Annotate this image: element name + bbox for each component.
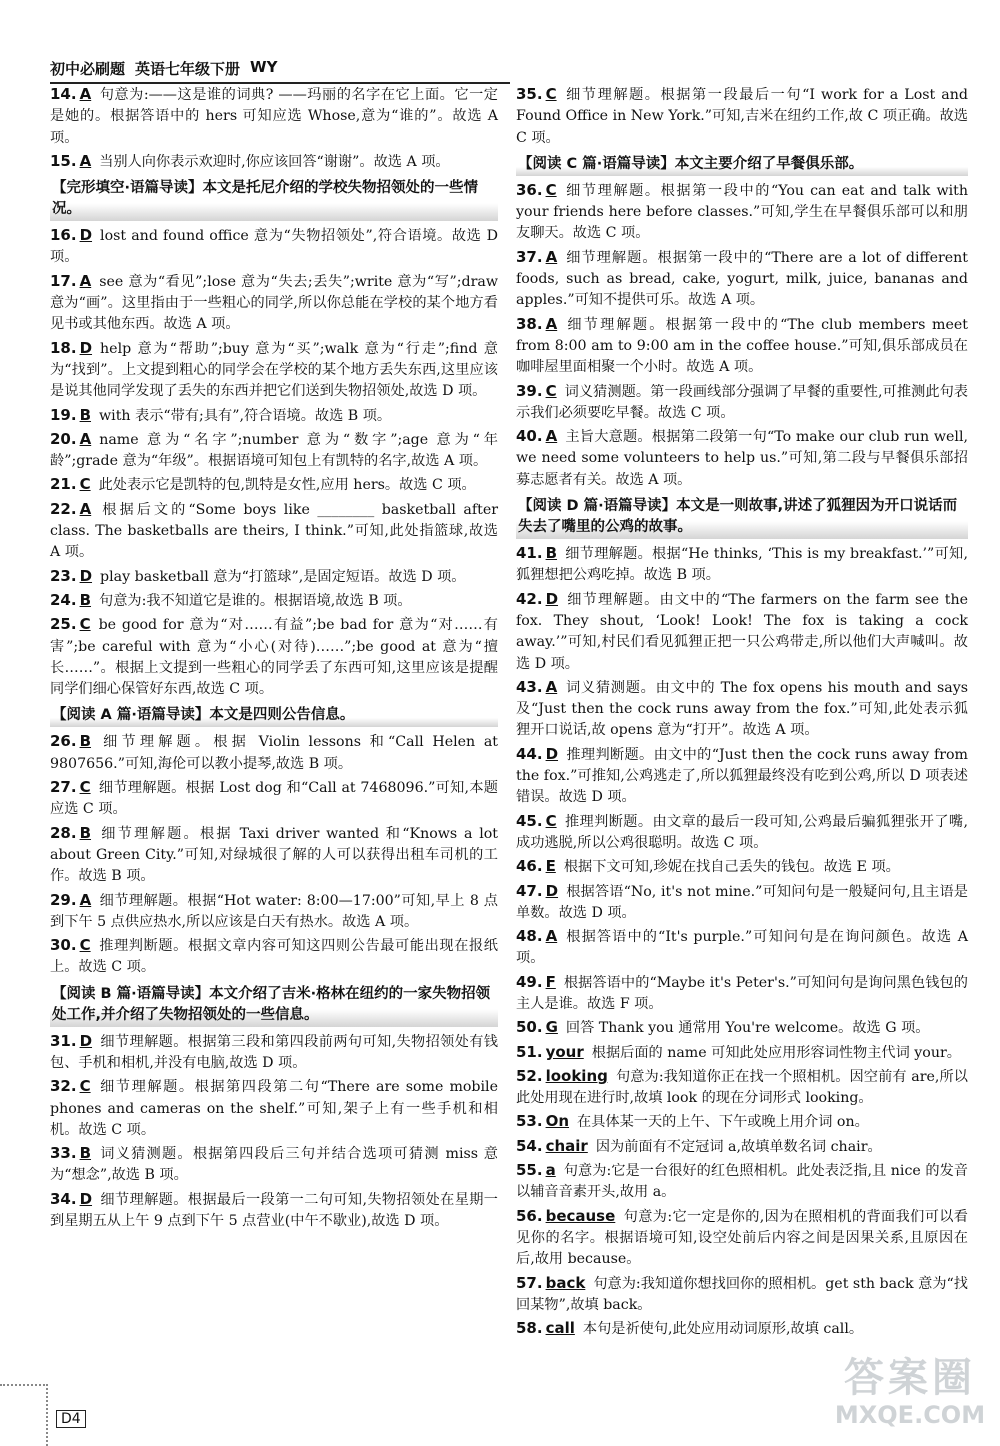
answer-item (50, 84, 498, 149)
explanation-text: 细节理解题。根据 Lost dog 和“Call at 7468096.”可知,本题应选 C 项。 (50, 780, 498, 818)
question-number: 45. (516, 811, 543, 830)
answer-key: a (545, 1161, 556, 1180)
answer-key: A (545, 314, 558, 333)
question-number: 35. (516, 85, 543, 103)
page-number: D4 (56, 1410, 86, 1428)
explanation-text: 主旨大意题。根据第二段第一句“To make our club run well, we need some volunteers to help us.”可知,第二段与早餐俱乐部招募志愿者有关。故选 A 项。 (516, 429, 968, 488)
question-number: 56. (516, 1206, 543, 1225)
answer-item (50, 731, 498, 775)
section-heading: 【阅读 B 篇·语篇导读】本文介绍了吉米·格林在纽约的一家失物招领处工作,并介绍了失物招领处的一些信息。 (50, 983, 498, 1027)
answer-key: C (79, 778, 91, 797)
answer-key: E (545, 857, 556, 876)
explanation-text: 当别人向你表示欢迎时,你应该回答“谢谢”。故选 A 项。 (99, 153, 450, 170)
watermark-logo (830, 1355, 990, 1435)
answer-item (516, 1318, 968, 1340)
answer-item (50, 614, 498, 700)
answer-key: B (79, 590, 92, 609)
answer-item (516, 180, 968, 245)
answer-item (50, 151, 498, 173)
answer-key: A (79, 271, 92, 290)
answer-item (50, 1076, 498, 1141)
answer-item (516, 1206, 968, 1271)
answer-key: B (545, 544, 558, 563)
question-number: 22. (50, 499, 77, 518)
answer-key: A (79, 429, 92, 448)
question-number: 47. (516, 881, 543, 900)
section-heading: 【阅读 C 篇·语篇导读】本文主要介绍了早餐俱乐部。 (516, 153, 968, 176)
answer-key: F (545, 972, 556, 991)
explanation-text: 句意为:——这是谁的词典? ——玛丽的名字在它上面。它一定是她的。根据答语中的 hers 可知应选 Whose,意为“谁的”。故选 A 项。 (50, 87, 498, 146)
explanation-text: 根据答语中的“It's purple.”可知问句是在询问颜色。故选 A 项。 (516, 929, 968, 967)
watermark-url: MXQE.COM (834, 1401, 986, 1429)
question-number: 31. (50, 1031, 77, 1050)
answer-key: C (79, 936, 91, 955)
explanation-text: 细节理解题。根据第四段第二句“There are some mobile phones and cameras on the shelf.”可知,架子上有一些手机和相机。故选 C 项。 (50, 1079, 498, 1138)
answer-key: B (79, 732, 92, 751)
answer-item (50, 566, 498, 588)
question-number: 40. (516, 427, 543, 446)
answer-key: looking (545, 1066, 608, 1085)
answer-key: G (545, 1018, 558, 1037)
answer-item (516, 247, 968, 312)
explanation-text: 细节理解题。根据“He thinks, ‘This is my breakfast.’”可知,狐狸想把公鸡吃掉。故选 B 项。 (516, 546, 968, 584)
answer-key: C (79, 1077, 91, 1096)
answer-item (50, 474, 498, 496)
explanation-text: name 意为“名字”;number 意为“数字”;age 意为“年龄”;grade 意为“年级”。根据语境可知包上有凯特的名字,故选 A 项。 (50, 431, 498, 470)
answer-key: D (79, 338, 93, 357)
question-number: 24. (50, 590, 77, 609)
answer-key: A (545, 677, 558, 696)
explanation-text: help 意为“帮助”;buy 意为“买”;walk 意为“行走”;find 意为“找到”。上文提到粗心的同学会在学校的某个地方丢失东西,这里应该是说其他同学发现了丢失的东西并把它们送到失物招领处,故选 D 项。 (50, 340, 498, 400)
explanation-text: 根据下文可知,珍妮在找自己丢失的钱包。故选 E 项。 (563, 859, 900, 876)
answer-key: your (545, 1042, 584, 1061)
answer-item (516, 1160, 968, 1204)
watermark-text: 答案圈 (844, 1355, 976, 1401)
answer-item (516, 1042, 968, 1064)
explanation-text: 词义猜测题。由文中的 The fox opens his mouth and says 及“Just then the cock runs away from the fox.”可知,此处表示狐狸开口说话,故 opens 意为“打开”。故选 A 项。 (516, 679, 968, 739)
answer-item (516, 1017, 968, 1039)
question-number: 26. (50, 732, 77, 751)
answer-key: B (79, 405, 92, 424)
explanation-text: see 意为“看见”;lose 意为“失去;丢失”;write 意为“写”;draw 意为“画”。这里指由于一些粗心的同学,所以你总能在学校的某个地方看见书或其他东西。故选 A 项。 (50, 273, 498, 333)
explanation-text: 句意为:它一定是你的,因为在照相机的背面我们可以看见你的名字。根据语境可知,设空处前后内容之间是因果关系,且原因在后,故用 because。 (516, 1208, 968, 1268)
answer-key: C (79, 615, 91, 634)
answer-item (50, 271, 498, 336)
corner-dotted-line (0, 1384, 48, 1386)
question-number: 17. (50, 271, 77, 290)
question-number: 23. (50, 566, 77, 585)
answer-key: C (545, 180, 557, 199)
answer-key: C (79, 475, 91, 494)
question-number: 14. (50, 85, 77, 103)
question-number: 51. (516, 1042, 543, 1061)
explanation-text: 根据后面的 name 可知此处应用形容词性物主代词 your。 (591, 1044, 961, 1061)
answer-key: C (545, 811, 557, 830)
question-number: 50. (516, 1018, 543, 1037)
question-number: 46. (516, 857, 543, 876)
answer-item (50, 1189, 498, 1233)
answer-key: B (79, 1144, 92, 1163)
answer-key: back (545, 1273, 586, 1292)
answer-item (516, 381, 968, 425)
question-number: 41. (516, 544, 543, 563)
question-number: 39. (516, 381, 543, 400)
explanation-text: 细节理解题。根据 Taxi driver wanted 和“Knows a lot about Green City.”可知,对绿城很了解的人可以获得出租车司机的工作。故选 B 项。 (50, 825, 498, 885)
answer-item (50, 225, 498, 269)
explanation-text: 词义猜测题。第一段画线部分强调了早餐的重要性,可推测此句表示我们必须要吃早餐。故选 C 项。 (516, 383, 968, 421)
explanation-text: 细节理解题。根据第一段最后一句“I work for a Lost and Found Office in New York.”可知,吉米在纽约工作,故 C 项正确。故选 C 项。 (516, 87, 968, 146)
question-number: 32. (50, 1077, 77, 1096)
answer-key: A (79, 85, 92, 103)
explanation-text: 推理判断题。由文中的“Just then the cock runs away from the fox.”可推知,公鸡逃走了,所以狐狸最终没有吃到公鸡,所以 D 项表述错误。故选 D 项。 (516, 746, 968, 806)
answer-item (516, 543, 968, 587)
answer-item (516, 84, 968, 149)
explanation-text: 推理判断题。由文章的最后一段可知,公鸡最后骗狐狸张开了嘴,成功逃脱,所以公鸡很聪明。故选 C 项。 (516, 813, 968, 851)
explanation-text: 细节理解题。根据第一段中的“There are a lot of different foods, such as bread, cake, yogurt, milk, juice, bananas and apples.”可知不提供可乐。故选 A 项。 (516, 249, 968, 309)
answer-item (50, 338, 498, 403)
book-edition: WY (250, 58, 278, 76)
explanation-text: with 表示“带有;具有”,符合语境。故选 B 项。 (99, 407, 392, 424)
answer-key: because (545, 1206, 616, 1225)
right-column (516, 84, 968, 1342)
answer-key: D (79, 566, 93, 585)
question-number: 43. (516, 677, 543, 696)
answer-key: chair (545, 1136, 588, 1155)
question-number: 53. (516, 1112, 543, 1131)
answer-key: D (545, 744, 559, 763)
question-number: 55. (516, 1161, 543, 1180)
answer-item (516, 426, 968, 491)
question-number: 36. (516, 180, 543, 199)
explanation-text: 细节理解题。根据第一段中的“You can eat and talk with your friends here before classes.”可知,学生在早餐俱乐部可以和朋友聊天。故选 C 项。 (516, 182, 968, 242)
answer-item (516, 677, 968, 742)
answer-key: B (79, 823, 92, 842)
explanation-text: 根据后文的“Some boys like ________ basketball after class. The basketballs are theirs, I think.”可知,此处指篮球,故选 A 项。 (50, 501, 498, 561)
explanation-text: 在具体某一天的上午、下午或晚上用介词 on。 (577, 1114, 869, 1131)
question-number: 37. (516, 247, 543, 266)
answer-key: C (545, 381, 557, 400)
book-subject: 英语七年级下册 (135, 60, 241, 78)
question-number: 20. (50, 429, 77, 448)
explanation-text: 细节理解题。根据第三段和第四段前两句可知,失物招领处有钱包、手机和相机,并没有电脑,故选 D 项。 (50, 1033, 498, 1071)
question-number: 18. (50, 338, 77, 357)
answer-item (516, 972, 968, 1016)
question-number: 49. (516, 972, 543, 991)
question-number: 42. (516, 589, 543, 608)
answer-item (50, 1031, 498, 1075)
answer-item (516, 1273, 968, 1317)
answer-item (516, 881, 968, 925)
answer-item (516, 589, 968, 675)
answer-item (50, 1143, 498, 1187)
answer-item (50, 935, 498, 979)
explanation-text: 根据答语中的“Maybe it's Peter's.”可知问句是询问黑色钱包的主人是谁。故选 F 项。 (516, 974, 968, 1012)
explanation-text: 细节理解题。由文中的“The farmers on the farm see the fox. They shout, ‘Look! Look! The fox is taking a cock away.’”可知,村民们看见狐狸正把一只公鸡带走,所以他们大声喊叫。故选 D 项。 (516, 591, 968, 672)
answer-key: D (79, 1189, 93, 1208)
answer-key: A (545, 427, 558, 446)
question-number: 44. (516, 744, 543, 763)
explanation-text: 句意为:它是一台很好的红色照相机。此处表泛指,且 nice 的发音以辅音音素开头,故用 a。 (516, 1163, 968, 1201)
answer-key: A (545, 247, 558, 266)
explanation-text: 细节理解题。根据“Hot water: 8:00—17:00”可知,早上 8 点到下午 5 点供应热水,所以应该是白天有热水。故选 A 项。 (50, 892, 498, 930)
explanation-text: 此处表示它是凯特的包,凯特是女性,应用 hers。故选 C 项。 (98, 477, 476, 494)
explanation-text: 句意为:我知道你正在找一个照相机。因空前有 are,所以此处用现在进行时,故填 look 的现在分词形式 looking。 (516, 1068, 968, 1107)
page-header (50, 58, 510, 84)
answer-key: call (545, 1319, 575, 1338)
answer-item (516, 744, 968, 809)
left-column (50, 84, 498, 1234)
explanation-text: 根据答语“No, it's not mine.”可知问句是一般疑问句,且主语是单数。故选 D 项。 (516, 883, 968, 921)
question-number: 15. (50, 151, 77, 170)
explanation-text: 细节理解题。根据第一段中的“The club members meet from 8:00 am to 9:00 am in the coffee house.”可知,俱乐部成员在咖啡屋里面相聚一个小时。故选 A 项。 (516, 316, 968, 376)
question-number: 48. (516, 927, 543, 946)
question-number: 25. (50, 615, 77, 634)
section-heading: 【完形填空·语篇导读】本文是托尼介绍的学校失物招领处的一些情况。 (50, 177, 498, 221)
question-number: 21. (50, 475, 77, 494)
explanation-text: 回答 Thank you 通常用 You're welcome。故选 G 项。 (565, 1020, 930, 1037)
answer-item (516, 1111, 968, 1133)
answer-key: D (545, 881, 559, 900)
question-number: 27. (50, 778, 77, 797)
answer-item (516, 314, 968, 379)
explanation-text: be good for 意为“对……有益”;be bad for 意为“对……有害”;be careful with 意为“小心(对待)……”;be good at 意为“擅长……”。根据上文提到一些粗心的同学丢了东西可知,这里应该是提醒同学们细心保管好东西,故选 C 项。 (50, 617, 498, 698)
explanation-text: 推理判断题。根据文章内容可知这四则公告最可能出现在报纸上。故选 C 项。 (50, 938, 498, 976)
question-number: 29. (50, 890, 77, 909)
answer-key: A (79, 151, 92, 170)
question-number: 19. (50, 405, 77, 424)
explanation-text: 细节理解题。根据 Violin lessons 和“Call Helen at 9807656.”可知,海伦可以教小提琴,故选 B 项。 (50, 734, 498, 772)
answer-item (50, 405, 498, 427)
question-number: 38. (516, 314, 543, 333)
question-number: 52. (516, 1066, 543, 1085)
question-number: 28. (50, 823, 77, 842)
answer-item (516, 856, 968, 878)
answer-item (516, 926, 968, 970)
explanation-text: 细节理解题。根据最后一段第一二句可知,失物招领处在星期一到星期五从上午 9 点到下午 5 点营业(中午不歇业),故选 D 项。 (50, 1191, 498, 1230)
answer-item (50, 777, 498, 821)
answer-key: A (545, 927, 558, 946)
corner-dotted-line-vertical (46, 1384, 48, 1446)
answer-key: D (79, 1031, 93, 1050)
answer-key: A (79, 890, 92, 909)
question-number: 54. (516, 1136, 543, 1155)
question-number: 33. (50, 1144, 77, 1163)
explanation-text: 句意为:我不知道它是谁的。根据语境,故选 B 项。 (99, 592, 412, 609)
answer-item (516, 1136, 968, 1158)
explanation-text: 本句是祈使句,此处应用动词原形,故填 call。 (582, 1321, 864, 1338)
explanation-text: 句意为:我知道你想找回你的照相机。get sth back 意为“找回某物”,故填 back。 (516, 1275, 968, 1313)
answer-item (50, 823, 498, 888)
answer-key: On (545, 1112, 570, 1131)
question-number: 57. (516, 1273, 543, 1292)
book-series: 初中必刷题 (50, 60, 126, 78)
answer-key: C (545, 85, 557, 103)
answer-key: A (79, 499, 92, 518)
explanation-text: play basketball 意为“打篮球”,是固定短语。故选 D 项。 (100, 568, 466, 585)
explanation-text: 词义猜测题。根据第四段后三句并结合选项可猜测 miss 意为“想念”,故选 B 项。 (50, 1146, 498, 1184)
section-heading: 【阅读 D 篇·语篇导读】本文是一则故事,讲述了狐狸因为开口说话而失去了嘴里的公鸡的故事。 (516, 495, 968, 539)
answer-item (516, 811, 968, 855)
answer-key: D (79, 226, 93, 245)
question-number: 30. (50, 936, 77, 955)
answer-item (516, 1066, 968, 1110)
answer-item (50, 429, 498, 473)
question-number: 16. (50, 226, 77, 245)
section-heading: 【阅读 A 篇·语篇导读】本文是四则公告信息。 (50, 704, 498, 727)
answer-item (50, 590, 498, 612)
answer-key: D (545, 589, 559, 608)
question-number: 58. (516, 1319, 543, 1338)
question-number: 34. (50, 1189, 77, 1208)
explanation-text: lost and found office 意为“失物招领处”,符合语境。故选 D 项。 (50, 228, 498, 266)
answer-item (50, 499, 498, 564)
answer-item (50, 890, 498, 934)
explanation-text: 因为前面有不定冠词 a,故填单数名词 chair。 (595, 1138, 882, 1155)
